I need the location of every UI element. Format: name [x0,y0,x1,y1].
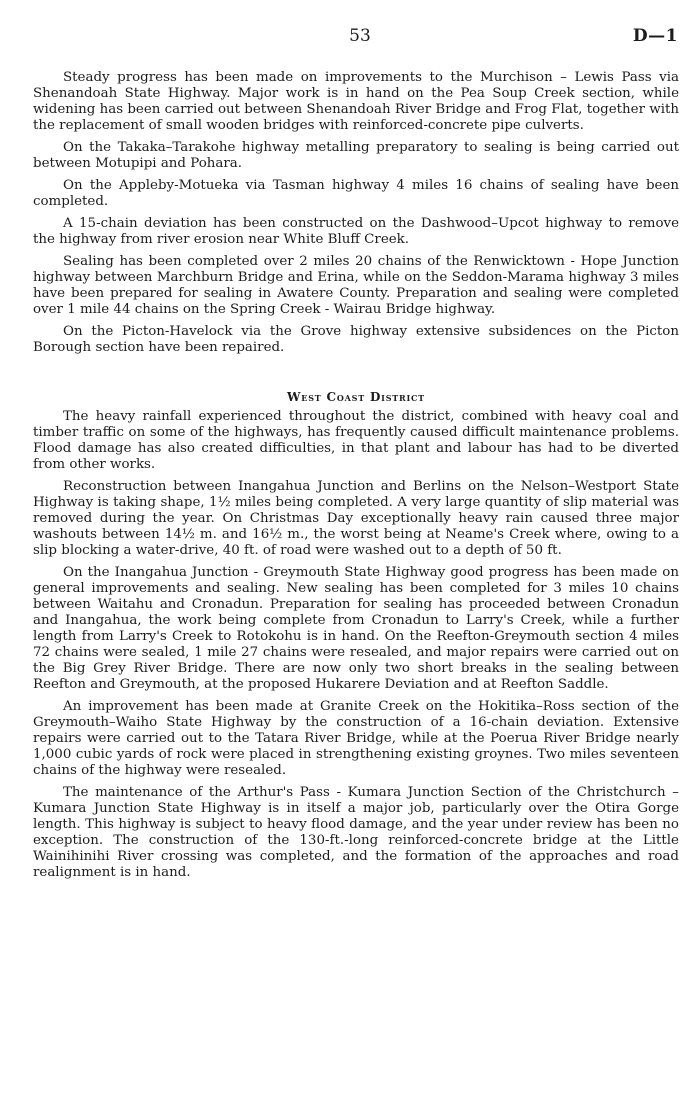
paragraph-granite-creek: An improvement has been made at Granite Creek on the Hokitika–Ross section of the Greymouth–Waiho State Highway by the construction of a 16-chain deviation. Extensive repairs were carried out to the Tatara River Bridge, while at the Poerua River Bridge nearly 1,000 cubic yards of rock were placed in strengthening existing groynes. Two miles seventeen chains of the highway were resealed. [33,699,679,778]
paragraph-appleby-motueka: On the Appleby-Motueka via Tasman highway 4 miles 16 chains of sealing have been completed. [33,178,679,209]
paragraph-heavy-rainfall: The heavy rainfall experienced throughout the district, combined with heavy coal and timber traffic on some of the highways, has frequently caused difficult maintenance problems. Flood damage has also created difficulties, in that plant and labour has had to be diverted from other works. [33,409,679,472]
paragraph-renwicktown-hope: Sealing has been completed over 2 miles 20 chains of the Renwicktown - Hope Junction highway between Marchburn Bridge and Erina, while on the Seddon-Marama highway 3 miles have been prepared for sealing in Awatere County. Preparation and sealing were completed over 1 mile 44 chains on the Spring Creek - Wairau Bridge highway. [33,254,679,317]
paragraph-dashwood-upcot: A 15-chain deviation has been constructed on the Dashwood–Upcot highway to remove the highway from river erosion near White Bluff Creek. [33,216,679,247]
paragraph-inangahua-greymouth: On the Inangahua Junction - Greymouth State Highway good progress has been made on general improvements and sealing. New sealing has been completed for 3 miles 10 chains between Waitahu and Cronadun. Preparation for sealing has proceeded between Cronadun and Inangahua, the work being complete from Cronadun to Larry's Creek, while a further length from Larry's Creek to Rotokohu is in hand. On the Reefton-Greymouth section 4 miles 72 chains were sealed, 1 mile 27 chains were resealed, and major repairs were carried out on the Big Grey River Bridge. There are now only two short breaks in the sealing between Reefton and Greymouth, at the proposed Hukarere Deviation and at Reefton Saddle. [33,565,679,692]
body-text [33,70,679,887]
page-header [0,26,700,50]
paragraph-murchison-lewis-pass: Steady progress has been made on improvements to the Murchison – Lewis Pass via Shenandoah State Highway. Major work is in hand on the Pea Soup Creek section, while widening has been carried out between Shenandoah River Bridge and Frog Flat, together with the replacement of small wooden bridges with reinforced-concrete pipe culverts. [33,70,679,133]
paragraph-inangahua-berlins: Reconstruction between Inangahua Junction and Berlins on the Nelson–Westport State Highway is taking shape, 1½ miles being completed. A very large quantity of slip material was removed during the year. On Christmas Day exceptionally heavy rain caused three major washouts between 14½ m. and 16½ m., the worst being at Neame's Creek where, owing to a slip blocking a water-drive, 40 ft. of road were washed out to a depth of 50 ft. [33,479,679,558]
document-reference: D—1 [632,26,678,46]
page-number: 53 [349,26,371,46]
paragraph-takaka-tarakohe: On the Takaka–Tarakohe highway metalling preparatory to sealing is being carried out between Motupipi and Pohara. [33,140,679,171]
section-heading-west-coast: West Coast District [287,390,425,404]
paragraph-picton-havelock: On the Picton-Havelock via the Grove highway extensive subsidences on the Picton Borough section have been repaired. [33,324,679,355]
paragraph-arthurs-pass: The maintenance of the Arthur's Pass - Kumara Junction Section of the Christchurch – Kumara Junction State Highway is in itself a major job, particularly over the Otira Gorge length. This highway is subject to heavy flood damage, and the year under review has been no exception. The construction of the 130-ft.-long reinforced-concrete bridge at the Little Wainihinihi River crossing was completed, and the formation of the approaches and road realignment is in hand. [33,785,679,880]
